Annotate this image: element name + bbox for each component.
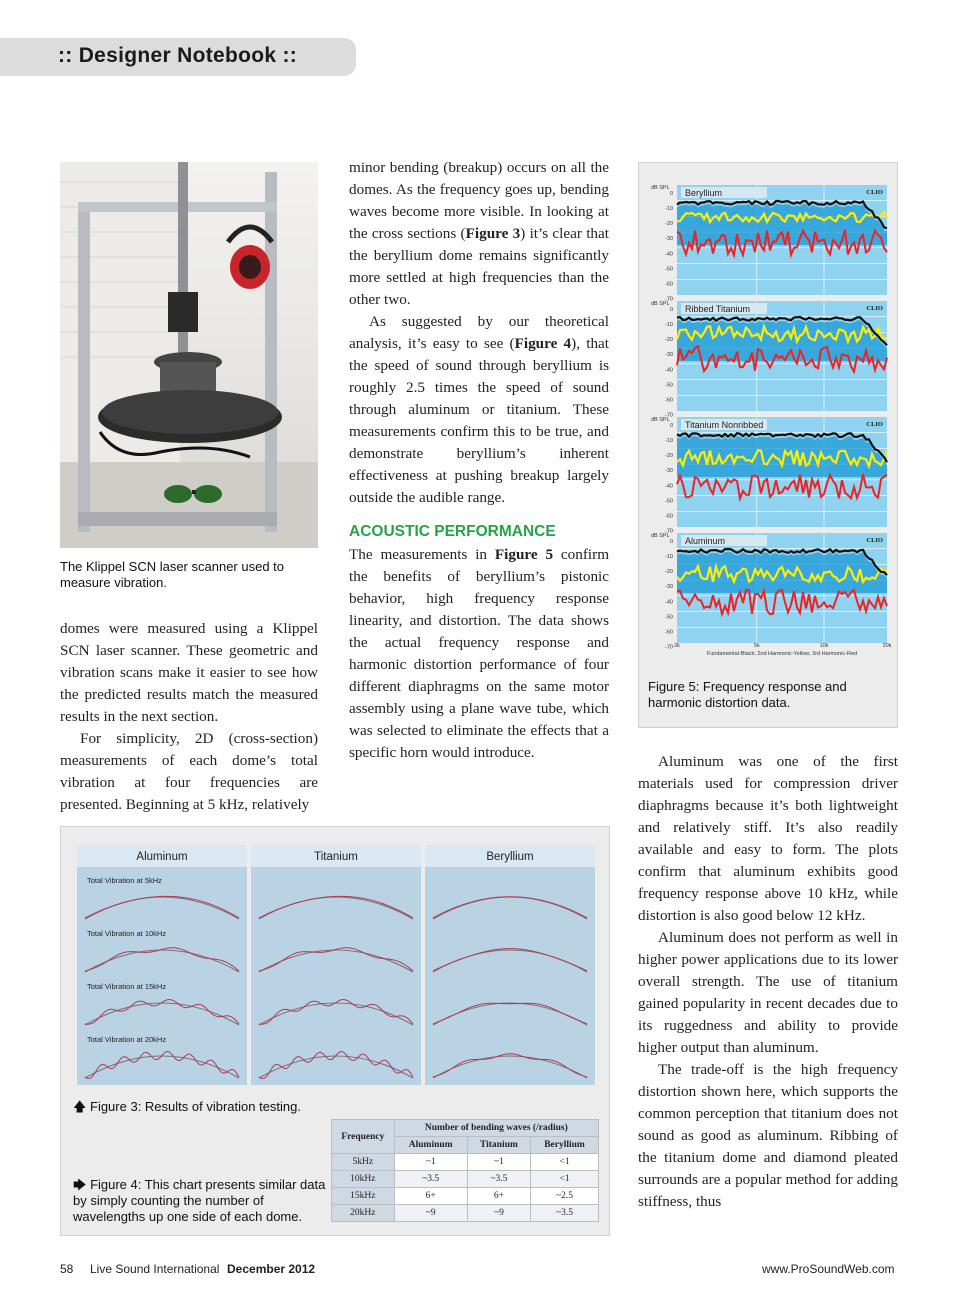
figure-5-svg — [639, 163, 899, 673]
y-tick-label: -10 — [665, 438, 673, 445]
response-panel — [651, 533, 887, 650]
table-row — [332, 1188, 599, 1205]
paragraph: The trade-off is the high frequency distortion shown here, which supports the common perception that titanium does not sound as good as aluminum. Ribbing of the titanium dome and diamond pleated surrounds are a popular method for adding stiffness, thus — [638, 1061, 898, 1210]
freq-cell: 15kHz — [332, 1188, 395, 1205]
publication-name: Live Sound International — [90, 1262, 220, 1276]
figure-3 — [60, 826, 610, 1236]
column-3 — [638, 751, 898, 1213]
figure-3-svg — [61, 827, 611, 1089]
freq-cell: 5kHz — [332, 1154, 395, 1171]
table-row — [332, 1205, 599, 1222]
y-tick-label: -40 — [665, 599, 673, 606]
y-tick-label: -60 — [665, 281, 673, 288]
table-cell: ~1 — [467, 1154, 530, 1171]
y-tick-label: -70 — [665, 528, 673, 535]
y-tick-label: -60 — [665, 629, 673, 636]
column-header: Aluminum — [394, 1137, 467, 1154]
y-tick-label: -70 — [665, 412, 673, 419]
clio-label: CLIO — [866, 189, 883, 196]
figure-reference: Figure 4 — [514, 335, 572, 352]
y-tick-label: -30 — [665, 468, 673, 475]
y-tick-label: -40 — [665, 251, 673, 258]
y-tick-label: -60 — [665, 513, 673, 520]
issue-date: December 2012 — [227, 1262, 316, 1276]
freq-cell: 10kHz — [332, 1171, 395, 1188]
y-tick-label: -30 — [665, 352, 673, 359]
y-tick-label: -10 — [665, 206, 673, 213]
table-row — [332, 1154, 599, 1171]
response-panel — [651, 417, 887, 534]
y-tick-label: -60 — [665, 397, 673, 404]
table-cell: ~3.5 — [467, 1171, 530, 1188]
corner-header: Frequency — [332, 1120, 395, 1154]
vibration-grid — [61, 827, 609, 1094]
website-link[interactable]: www.ProSoundWeb.com — [762, 1262, 895, 1276]
figure-reference: Figure 3 — [465, 225, 521, 242]
y-tick-label: -10 — [665, 554, 673, 561]
section-heading: ACOUSTIC PERFORMANCE — [349, 523, 556, 540]
column-title: Beryllium — [486, 851, 534, 863]
arrow-right-icon: 🡆 — [73, 1177, 87, 1192]
column-header: Beryllium — [531, 1137, 599, 1154]
y-tick-label: -70 — [665, 296, 673, 303]
table-cell: 6+ — [467, 1188, 530, 1205]
x-tick-label: 2k — [674, 643, 680, 649]
figure-5 — [638, 162, 898, 728]
column-header: Titanium — [467, 1137, 530, 1154]
panel-title: Aluminum — [685, 536, 726, 546]
y-unit-label: dB SPL — [651, 533, 670, 539]
bending-waves-table — [331, 1119, 599, 1222]
table-cell: ~2.5 — [531, 1188, 599, 1205]
y-tick-label: 0 — [669, 191, 673, 197]
figure-reference: Figure 5 — [494, 546, 554, 563]
caption-text: Figure 4: This chart presents similar data by simply counting the number of wavelengths up one side of each dome. — [73, 1177, 326, 1224]
row-label: Total Vibration at 20kHz — [87, 1035, 167, 1044]
y-tick-label: 0 — [669, 539, 673, 545]
freq-cell: 20kHz — [332, 1205, 395, 1222]
text-run: confirm the benefits of beryllium’s pistonic behavior, high frequency response linearity, and distortion. The data shows the actual frequency response and harmonic distortion performance of four different diaphragms on the same motor assembly using a plane wave tube, which was selected to eliminate the effects that a specific horn would introduce. — [349, 546, 610, 761]
page-number: 58 — [60, 1262, 74, 1276]
group-header: Number of bending waves (/radius) — [394, 1120, 598, 1137]
vibration-column — [251, 845, 421, 1085]
arrow-up-icon: 🡅 — [73, 1099, 87, 1114]
vibration-column — [425, 845, 595, 1085]
section-title: :: Designer Notebook :: — [58, 44, 298, 67]
x-tick-label: 5k — [753, 643, 760, 649]
y-tick-label: -50 — [665, 266, 673, 273]
y-tick-label: -20 — [665, 221, 673, 228]
row-label: Total Vibration at 10kHz — [87, 929, 167, 938]
paragraph: For simplicity, 2D (cross-section) measurements of each dome’s total vibration at four frequencies are presented. Beginning at 5 kHz, relatively — [60, 730, 318, 813]
table-cell: <1 — [531, 1154, 599, 1171]
y-tick-label: -30 — [665, 236, 673, 243]
section-tab — [0, 38, 356, 76]
x-tick-label: 20k — [882, 643, 892, 649]
paragraph: Aluminum was one of the first materials used for compression driver diaphragms because it’s both lightweight and relatively stiff. It’s also readily available and easy to form. The plots confirm that aluminum exhibits good frequency response above 10 kHz, while distortion is also good below 12 kHz. — [638, 753, 898, 924]
clio-label: CLIO — [866, 421, 883, 428]
table-cell: ~3.5 — [531, 1205, 599, 1222]
clio-label: CLIO — [866, 305, 883, 312]
klippel-scanner-photo — [60, 162, 318, 548]
scanner-illustration — [60, 162, 318, 548]
y-tick-label: -20 — [665, 569, 673, 576]
figure-4-caption — [73, 1177, 327, 1225]
text-run: ), that the speed of sound through beryllium is roughly 2.5 times the speed of sound through aluminum or titanium. These measurements confirm this to be true, and demonstrate beryllium’s inherent effectiveness at pushing breakup largely outside the audible range. — [349, 335, 609, 506]
photo-caption: The Klippel SCN laser scanner used to measure vibration. — [60, 559, 285, 590]
table-cell: 6+ — [394, 1188, 467, 1205]
y-tick-label: 0 — [669, 423, 673, 429]
paragraph — [349, 311, 609, 509]
column-title: Titanium — [314, 851, 358, 863]
paragraph — [349, 544, 609, 764]
paragraph: domes were measured using a Klippel SCN laser scanner. These geometric and vibration scans make it easier to see how the predicted results match the measured results in the next section. — [60, 620, 318, 725]
response-panel — [651, 185, 887, 302]
frequency-response-panels — [639, 163, 897, 678]
y-unit-label: dB SPL — [651, 417, 670, 423]
panel-title: Ribbed Titanium — [685, 304, 751, 314]
column-1 — [60, 618, 318, 816]
paragraph: Aluminum does not perform as well in higher power applications due to its lower overall strength. The use of titanium gained popularity in recent decades due to its ruggedness and ability to provide higher output than aluminum. — [638, 929, 898, 1056]
y-tick-label: -50 — [665, 382, 673, 389]
table-cell: ~3.5 — [394, 1171, 467, 1188]
y-unit-label: dB SPL — [651, 301, 670, 307]
y-tick-label: -40 — [665, 367, 673, 374]
y-tick-label: -10 — [665, 322, 673, 329]
text-run: minor bending (breakup) occurs on all the domes. As the frequency goes up, bending waves become more visible. In looking at the cross sections ( — [349, 159, 609, 242]
y-tick-label: 0 — [669, 307, 673, 313]
legend-text: Fundamental-Black; 2nd Harmonic-Yellow; 3rd Harmonic-Red — [706, 651, 858, 657]
panel-title: Titanium Nonribbed — [685, 420, 764, 430]
clio-label: CLIO — [866, 537, 883, 544]
row-label: Total Vibration at 5kHz — [87, 876, 162, 885]
y-tick-label: -30 — [665, 584, 673, 591]
figure-5-caption: Figure 5: Frequency response and harmonic distortion data. — [648, 679, 847, 710]
table-cell: ~9 — [467, 1205, 530, 1222]
y-tick-label: -20 — [665, 337, 673, 344]
caption-text: Figure 3: Results of vibration testing. — [90, 1099, 301, 1114]
y-tick-label: -40 — [665, 483, 673, 490]
panel-title: Beryllium — [685, 188, 723, 198]
text-run: As suggested by our theoretical analysis, it’s easy to see ( — [349, 313, 609, 352]
table-cell: ~1 — [394, 1154, 467, 1171]
y-tick-label: -50 — [665, 498, 673, 505]
y-tick-label: -50 — [665, 614, 673, 621]
column-title: Aluminum — [136, 851, 188, 863]
y-tick-label: -20 — [665, 453, 673, 460]
row-label: Total Vibration at 15kHz — [87, 982, 167, 991]
y-tick-label: -70 — [665, 644, 673, 651]
text-run: ) it’s clear that the beryllium dome remains significantly more settled at high frequencies than the other two. — [349, 225, 609, 308]
y-unit-label: dB SPL — [651, 185, 670, 191]
table-cell: <1 — [531, 1171, 599, 1188]
text-run: The measurements in — [349, 546, 495, 563]
table-row — [332, 1171, 599, 1188]
x-tick-label: 10k — [819, 643, 829, 649]
column-2 — [349, 157, 609, 764]
figure-3-caption — [73, 1099, 373, 1115]
paragraph — [349, 157, 609, 311]
table-cell: ~9 — [394, 1205, 467, 1222]
response-panel — [651, 301, 887, 418]
